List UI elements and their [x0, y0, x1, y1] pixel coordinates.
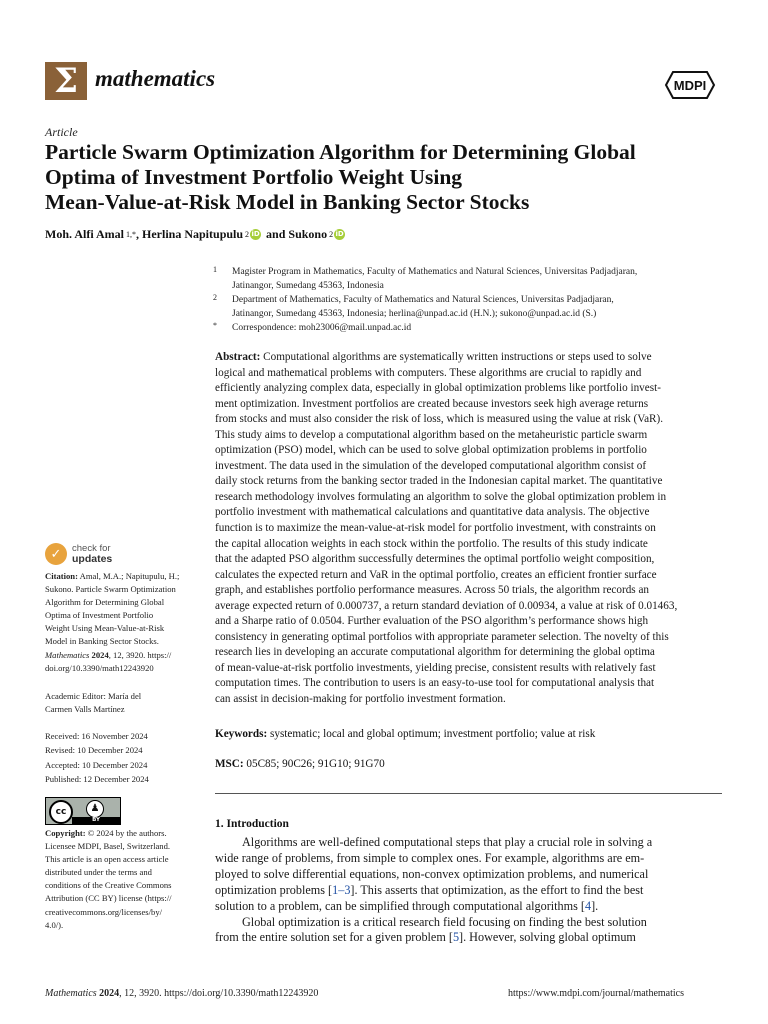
abstract: Abstract: Computational algorithms are systematically written instructions or steps used to solve logical and mathematical problems with computers. These algorithms are crucial to rapidly and efficiently analyzing complex data, especially in global optimization problems like portfolio invest- ment optimization. Investment portfolios are created because investors seek high average returns from stocks and must also consider the risk of loss, which is measured using the value at risk (VaR). This study aims to develop a computational algorithm based on the metaheuristic particle swarm optimization (PSO) model, which can be used to solve global optimization problems in portfolio investment. The data used in the simulation of the developed computational algorithm consist of daily stock returns from the banking sector traded in the Indonesian capital market. The quantitative research methodology involves formulating an algorithm to solve the global optimization problem in portfolio investment with mathematical calculations and quantitative data analysis. The objective function is to maximize the mean-value-at-risk model for portfolio investment, with constraints on the capital allocation weights in each stock within the portfolio. The results of this study indicate that the adapted PSO algorithm successfully determines the optimal portfolio weight composition, calculates the expected return and VaR in the optimal portfolio, creates an efficient frontier surface graph, and establishes portfolio performance measures. Across 50 trials, the algorithm records an average expected return of 0.000737, a return standard deviation of 0.00934, a value at risk of 0.01463, and a Sharpe ratio of 0.0504. Further evaluation of the PSO algorithm’s performance shows high consistency in generating optimal portfolios with appropriate parameter selection. The novelty of this research lies in developing an accurate computational algorithm for determining the global optima of mean-value-at-risk portfolio investments, yielding precise, consistent results with relatively fast computation times. The contribution to users is an easy-to-use tool for computational analysis that can assist in decision-making for portfolio investment formation.: [215, 351, 678, 706]
article-title: [45, 140, 735, 215]
divider: [215, 793, 722, 794]
title-line: Optima of Investment Portfolio Weight Using: [45, 165, 463, 189]
journal-name: mathematics: [95, 66, 216, 91]
orcid-icon[interactable]: iD: [335, 230, 344, 238]
publication-dates: Received: 16 November 2024 Revised: 10 December 2024 Accepted: 10 December 2024 Published: 12 December 2024: [45, 731, 149, 784]
affiliation-2: 2 Department of Mathematics, Faculty of Mathematics and Natural Sciences, Universitas Padjadjaran, Jatinangor, Sumedang 45363, Indonesia; herlina@unpad.ac.id (H.N.); sukono@unpad.ac.id (S.): [213, 293, 614, 319]
introduction-text: Algorithms are well-defined computational steps that play a crucial role in solving a wide range of problems, from simple to complex ones. For example, algorithms are em- ployed to solve differential equations, non-convex optimization problems, and numerical optimization problems [1–3]. This asserts that optimization, as the effort to find the best solution to a problem, can be simplified through computational algorithms [4]. Global optimization is a critical research field focusing on finding the best solution from the entire solution set for a given problem [5]. However, solving global optimum: [215, 835, 653, 945]
mdpi-logo: [664, 70, 716, 105]
citation-block: Citation: Amal, M.A.; Napitupulu, H.; Sukono. Particle Swarm Optimization Algorithm for Determining Global Optima of Investment Portfolio Weight Using Mean-Value-at-Risk Model in Banking Sector Stocks. Mathematics 2024, 12, 3920. https:// doi.org/10.3390/math12243920: [45, 570, 200, 675]
title-line: Mean-Value-at-Risk Model in Banking Sector Stocks: [45, 190, 530, 214]
mdpi-icon: [664, 70, 716, 100]
citation-link[interactable]: 5: [452, 930, 460, 945]
affiliation-1: 1 Magister Program in Mathematics, Faculty of Mathematics and Natural Sciences, Universitas Padjadjaran, Jatinangor, Sumedang 45363, Indonesia: [213, 265, 638, 291]
footer-citation: Mathematics 2024, 12, 3920. https://doi.org/10.3390/math12243920: [45, 988, 319, 999]
citation-doi[interactable]: doi.org/10.3390/math12243920: [45, 662, 154, 673]
check-for-updates-badge[interactable]: ✓ check for updates: [45, 543, 112, 565]
footer-journal-url[interactable]: https://www.mdpi.com/journal/mathematics: [508, 988, 684, 999]
cc-by-license-badge[interactable]: cc ♟ BY: [45, 797, 121, 825]
msc-codes: MSC: 05C85; 90C26; 91G10; 91G70: [215, 758, 385, 770]
author-name[interactable]: Moh. Alfi Amal: [45, 227, 125, 241]
attribution-icon: ♟: [86, 800, 104, 818]
checkmark-icon: ✓: [45, 543, 67, 565]
copyright-block: Copyright: © 2024 by the authors. Licensee MDPI, Basel, Switzerland. This article is an open access article distributed under the terms and conditions of the Creative Commons Attribution (CC BY) license (https:// creativecommons.org/licenses/by/ 4.0/).: [45, 828, 172, 930]
title-line: Particle Swarm Optimization Algorithm for Determining Global: [45, 140, 636, 164]
author-list: Moh. Alfi Amal 1,* , Herlina Napitupulu 2 iD and Sukono 2 iD: [45, 227, 344, 241]
academic-editor: Academic Editor: María del Carmen Valls Martínez: [45, 691, 142, 715]
orcid-icon[interactable]: iD: [251, 230, 260, 238]
citation-link[interactable]: 4: [584, 898, 592, 913]
journal-logo: [45, 62, 87, 100]
keywords: Keywords: systematic; local and global optimum; investment portfolio; value at risk: [215, 728, 596, 740]
correspondence: * Correspondence: moh23006@mail.unpad.ac.id: [213, 321, 412, 333]
svg-text:MDPI: MDPI: [673, 78, 707, 93]
citation-link[interactable]: 1–3: [332, 882, 351, 897]
author-name[interactable]: and Sukono: [266, 227, 328, 241]
creative-commons-icon: cc: [49, 800, 73, 824]
author-name[interactable]: , Herlina Napitupulu: [136, 227, 244, 241]
section-heading: 1. Introduction: [215, 818, 289, 830]
article-type: Article: [45, 125, 78, 139]
sigma-icon: Σ: [53, 61, 79, 101]
abstract-label: Abstract:: [215, 351, 261, 363]
